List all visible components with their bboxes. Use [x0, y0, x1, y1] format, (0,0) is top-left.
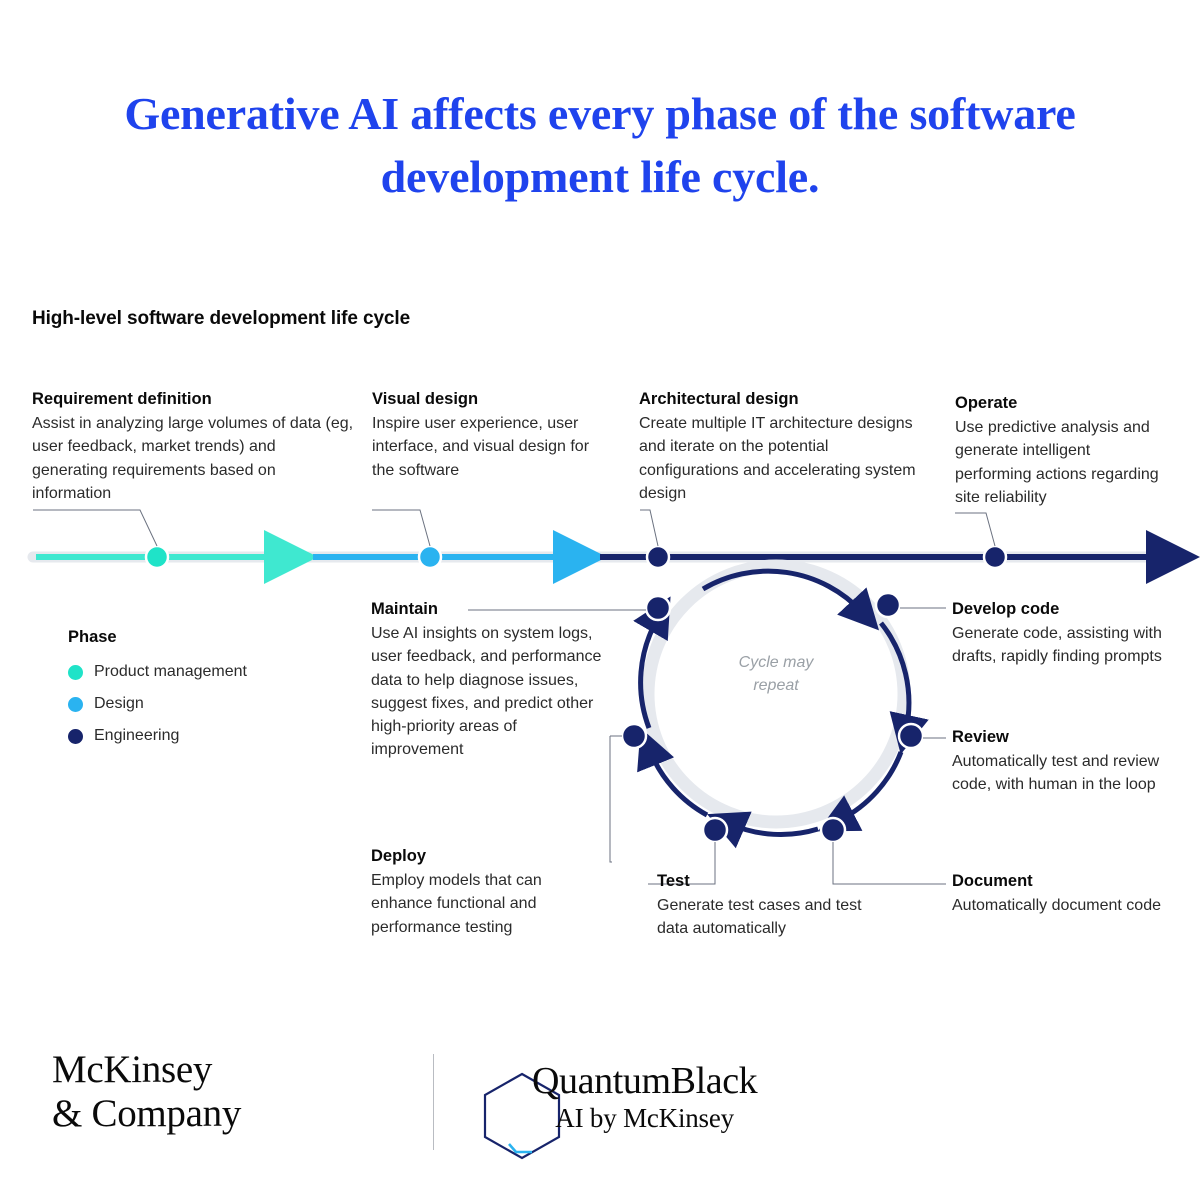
timeline-node-visual-design[interactable]	[419, 546, 441, 568]
legend-item-label: Design	[94, 695, 144, 712]
section-subtitle: High-level software development life cycle	[32, 308, 411, 329]
phase-body: Generate code, assisting with drafts, rapidly finding prompts	[952, 625, 1162, 666]
cycle-ring	[641, 566, 909, 835]
legend-swatch-icon	[68, 729, 83, 744]
phase-architectural-design	[639, 388, 924, 505]
mckinsey-logo	[52, 1048, 241, 1135]
phase-body: Employ models that can enhance functional and performance testing	[371, 872, 542, 936]
legend-swatch-icon	[68, 665, 83, 680]
mckinsey-logo-line2: & Company	[52, 1091, 242, 1135]
phase-document	[952, 870, 1167, 917]
cycle-node-test[interactable]	[703, 818, 727, 842]
phase-heading: Develop code	[952, 600, 1060, 618]
cycle-node-deploy[interactable]	[622, 724, 646, 748]
phase-heading: Review	[952, 728, 1009, 746]
phase-test	[657, 870, 887, 941]
footer	[52, 1048, 1152, 1158]
cycle-center-note: Cycle may repeat	[738, 654, 814, 694]
phase-develop-code	[952, 598, 1174, 669]
phase-body: Assist in analyzing large volumes of data (eg, user feedback, market trends) and generating requirements based on information	[32, 415, 354, 502]
timeline-node-operate[interactable]	[984, 546, 1006, 568]
legend-title: Phase	[68, 628, 117, 646]
quantumblack-logo	[532, 1062, 757, 1134]
footer-divider	[433, 1054, 434, 1150]
legend	[68, 628, 247, 752]
page-title: Generative AI affects every phase of the software development life cycle.	[124, 88, 1076, 203]
quantumblack-logo-line2: AI by McKinsey	[555, 1102, 734, 1133]
phase-heading: Document	[952, 872, 1033, 890]
phase-requirement-definition	[32, 388, 354, 505]
timeline-node-requirement-definition[interactable]	[146, 546, 168, 568]
phase-body: Use AI insights on system logs, user feedback, and performance data to help diagnose issues, suggest fixes, and predict other high-priority areas of improvement	[371, 625, 602, 759]
phase-deploy	[371, 845, 597, 939]
timeline-leader-lines	[33, 510, 995, 546]
phase-heading: Architectural design	[639, 390, 799, 408]
phase-heading: Operate	[955, 394, 1018, 412]
quantumblack-logo-line1: QuantumBlack	[532, 1060, 758, 1102]
cycle-node-document[interactable]	[821, 818, 845, 842]
mckinsey-logo-line1: McKinsey	[52, 1048, 213, 1091]
phase-heading: Maintain	[371, 600, 438, 618]
phase-body: Use predictive analysis and generate intelligent performing actions regarding site reliability	[955, 419, 1159, 506]
phase-heading: Visual design	[372, 390, 479, 408]
phase-visual-design	[372, 388, 597, 482]
legend-swatch-icon	[68, 697, 83, 712]
phase-heading: Test	[657, 872, 690, 890]
cycle-node-review[interactable]	[899, 724, 923, 748]
legend-item-engineering[interactable]	[68, 720, 247, 752]
cycle-node-maintain[interactable]	[646, 596, 670, 620]
legend-item-label: Product management	[94, 663, 247, 680]
phase-operate	[955, 392, 1170, 509]
cycle-node-develop-code[interactable]	[876, 593, 900, 617]
phase-review	[952, 726, 1174, 797]
phase-body: Automatically document code	[952, 897, 1161, 915]
phase-body: Create multiple IT architecture designs and iterate on the potential configurations and accelerating system design	[639, 415, 916, 502]
phase-body: Generate test cases and test data automatically	[657, 897, 862, 938]
timeline-node-architectural-design[interactable]	[647, 546, 669, 568]
legend-item-product-management[interactable]	[68, 656, 247, 688]
legend-item-design[interactable]	[68, 688, 247, 720]
phase-body: Inspire user experience, user interface, and visual design for the software	[372, 415, 590, 479]
phase-heading: Requirement definition	[32, 390, 212, 408]
phase-heading: Deploy	[371, 847, 427, 865]
legend-item-label: Engineering	[94, 727, 180, 744]
phase-body: Automatically test and review code, with human in the loop	[952, 753, 1160, 794]
phase-maintain	[371, 598, 603, 761]
